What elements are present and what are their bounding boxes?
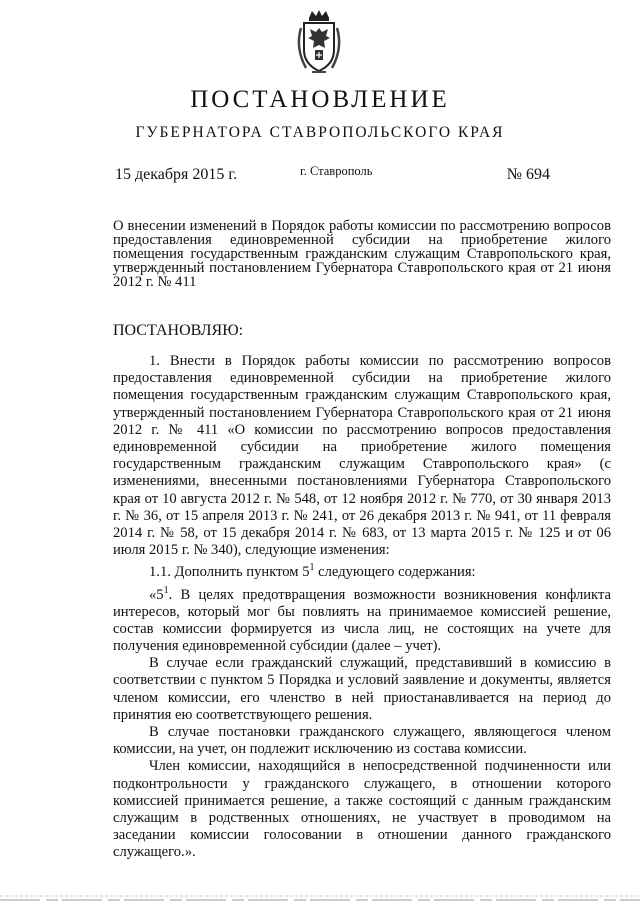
paragraph-1: 1. Внести в Порядок работы комиссии по рассмотрению вопросов предоставления единовременной субсидии на приобретение жилого помещения государственным гражданским служащим Ставропольского края, утвержденный постановлением Губернатора Ставропольского края от 21 июня 2012 г. № 411 «О комиссии по рассмотрению вопросов предоставления единовременной субсидии на приобретение жилого помещения государственным гражданским служащим Ставропольского края» (с изменениями, внесенными постановлениями Губернатора Ставропольского края от 10 августа 2012 г. № 548, от 12 ноября 2012 г. № 770, от 30 января 2013 г. № 36, от 15 апреля 2013 г. № 241, от 26 декабря 2013 г. № 941, от 11 февраля 2014 г. № 58, от 15 декабря 2014 г. № 683, от 13 марта 2015 г. № 125 и от 06 июля 2015 г. № 340), следующие изменения: xyxy=(113,353,611,559)
document-caption: О внесении изменений в Порядок работы комиссии по рассмотрению вопросов предоставления единовременной субсидии на приобретение жилого помещения государственным гражданским служащим Ставропольского края, утвержденный постановлением Губернатора Ставропольского края от 21 июня 2012 г. № 411 xyxy=(113,218,611,290)
document-subtitle: ГУБЕРНАТОРА СТАВРОПОЛЬСКОГО КРАЯ xyxy=(135,124,505,141)
document-date: 15 декабря 2015 г. xyxy=(115,166,238,183)
decree-word: ПОСТАНОВЛЯЮ: xyxy=(113,322,244,339)
paragraph-member-suspension: В случае если гражданский служащий, представивший в комиссию в соответствии с пунктом 5 Порядка и условий заявление и документы, является членом комиссии, его членство в ней приостанавливается на период до принятия ею соответствующего решения. xyxy=(113,655,611,723)
paragraph-member-exclusion: В случае постановки гражданского служащего, являющегося членом комиссии, на учет, он подлежит исключению из состава комиссии. xyxy=(113,723,611,758)
document-number: № 694 xyxy=(506,166,550,183)
document-city: г. Ставрополь xyxy=(300,164,373,178)
document-title: ПОСТАНОВЛЕНИЕ xyxy=(190,86,450,113)
footer-scan-lines xyxy=(0,893,640,903)
paragraph-5-1: «$5^1$. В целях предотвращения возможности возникновения конфликта интересов, который мог бы повлиять на принимаемое комиссией решение, состав комиссии формируется из числа лиц, не состоящих на учете для получения единовременной субсидии (далее – учет). xyxy=(113,584,611,654)
paragraph-1-1: 1.1. Дополнить пунктом $5^1$ следующего содержания: xyxy=(149,562,476,581)
paragraph-conflict-voting: Член комиссии, находящийся в непосредственной подчиненности или подконтрольности у гражданского служащего, в отношении которого комиссией принимается решение, а также состоящий с данным гражданским служащим в родственных отношениях, не участвует в проводимом на заседании комиссии голосовании в отношении данного гражданского служащего.». xyxy=(113,758,611,861)
stavropol-coat-of-arms-icon xyxy=(292,8,346,78)
document-body xyxy=(113,353,611,862)
